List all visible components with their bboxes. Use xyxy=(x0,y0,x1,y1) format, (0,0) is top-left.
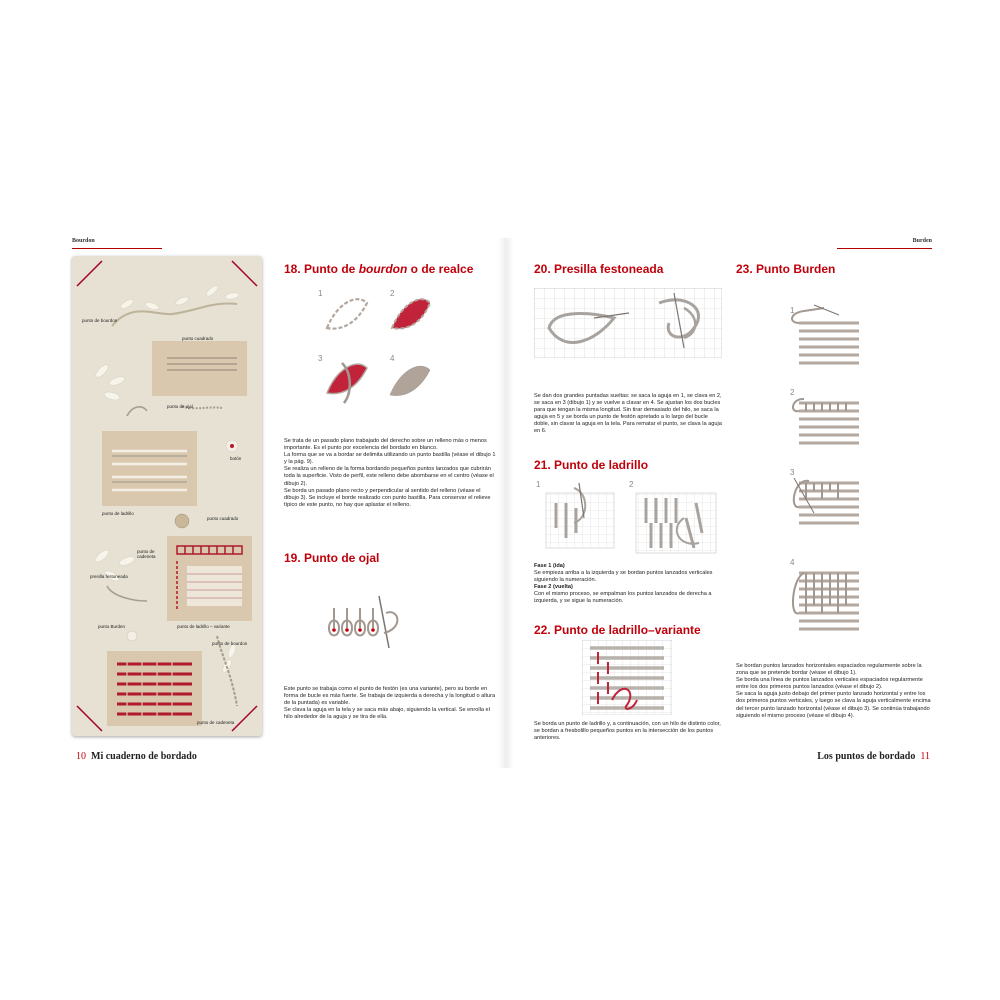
right-page xyxy=(514,238,938,768)
section-23-text: Se bordan puntos lanzados horizontales espaciados regularmente sobre la zona que se pretende bordar (véase el dibujo 1). Se borda una línea de puntos lanzados verticales espaciados regularmente entre los dos primeros puntos lanzados (véase el dibujo 2). Se saca la aguja justo debajo del primer punto lanzado horizontal y entre los dos primeros puntos verticales, y luego se clava la aguja verticalmente encima del tercer punto lanzado horizontal (véase el dibujo 3). Se continúa trabajando siguiendo el mismo proceso (véase el dibujo 4). xyxy=(736,663,931,719)
fase1-label: Fase 1 (ida) xyxy=(534,563,565,569)
sampler-photo xyxy=(72,256,262,736)
book-spine xyxy=(498,238,514,768)
diagram-21-label-1: 1 xyxy=(536,480,541,489)
diagram-18-label-2: 2 xyxy=(390,289,395,298)
footer-left xyxy=(76,751,197,762)
section-22-text: Se borda un punto de ladrillo y, a continuación, con un hilo de distinto color, se bordan a fresbolillo pequeños puntos en la intersección de los puntos anteriores. xyxy=(534,721,721,742)
page-number-left: 10 xyxy=(76,751,86,762)
photo-label-ojal: punto de ojal xyxy=(167,404,193,409)
section-23-title: 23. Punto Burden xyxy=(736,262,836,276)
diagram-23-label-2: 2 xyxy=(790,388,795,397)
running-head-right: Burden xyxy=(912,238,932,244)
section-19-title: 19. Punto de ojal xyxy=(284,551,380,565)
section-21-diagram xyxy=(534,478,724,558)
diagram-23-label-1: 1 xyxy=(790,306,795,315)
section-18-text: Se trata de un pasado plano trabajado del derecho sobre un relleno más o menos importante. Es el punto por excelencia del bordado en blanco. La forma que se va a bordar se delimita utilizando un punto bastilla (véase el dibujo 1 y la pág. 9). Se realiza un relleno de la forma bordando pequeños puntos lanzados que cubrirán toda la superficie. Visto de perfil, este relleno debe abombarse en el centro (véase el dibujo 2). Se borda un pasado plano recto y perpendicular al sentido del relleno (véase el dibujo 3). Se incluye el borde realizado con punto bastilla. Para conservar el relieve típico de este punto, no hay que aplastar el relleno. xyxy=(284,438,496,508)
diagram-23-label-4: 4 xyxy=(790,558,795,567)
photo-label-burden: punto Burden xyxy=(98,624,126,629)
section-20-title: 20. Presilla festoneada xyxy=(534,262,664,276)
section-21-title: 21. Punto de ladrillo xyxy=(534,458,649,472)
header-rule-left xyxy=(72,248,162,249)
diagram-18-label-1: 1 xyxy=(318,289,323,298)
photo-label-presilla: presilla festoneada xyxy=(90,574,128,579)
left-page xyxy=(62,238,498,768)
fase1-text: Se empieza arriba a la izquierda y se bordan puntos lanzados verticales siguiendo la numeración. xyxy=(534,570,713,584)
fase2-text: Con el mismo proceso, se empalman los puntos lanzados de derecha a izquierda, y se sigue la numeración. xyxy=(534,591,712,605)
fase2-label: Fase 2 (vuelta) xyxy=(534,584,573,591)
section-20-text: Se dan dos grandes puntadas sueltas: se saca la aguja en 1, se clava en 2, se saca en 3 (dibujo 1) y se vuelve a clavar en 4. Se ajustan los dos bucles para que tengan la misma longitud. Sin tirar demasiado del hilo, se saca la aguja en 5 y se borda un punto de festón apretado a lo largo del bucle doble, sin clavar la aguja en la tela. Para rematar el punto, se clava la aguja en 6. xyxy=(534,393,722,435)
diagram-23-label-3: 3 xyxy=(790,468,795,477)
running-head-left: Bourdon xyxy=(72,238,95,244)
header-rule-right xyxy=(837,248,932,249)
section-20-diagram xyxy=(534,288,722,358)
photo-label-cadeneta-2: punto de cadeneta xyxy=(197,720,235,725)
photo-label-ladrillo: punto de ladrillo xyxy=(102,511,134,516)
section-22-diagram xyxy=(582,640,672,715)
footer-title-right: Los puntos de bordado xyxy=(817,751,916,762)
section-18-diagram xyxy=(312,283,432,413)
footer-title-left: Mi cuaderno de bordado xyxy=(91,751,197,762)
footer-right xyxy=(817,751,930,762)
photo-label-ladrillo-variante: punto de ladrillo – variante xyxy=(177,624,230,629)
diagram-18-label-4: 4 xyxy=(390,354,395,363)
photo-label-cadeneta: punto de cadeneta xyxy=(137,549,156,559)
section-21-text xyxy=(534,563,724,606)
photo-label-boton: botón xyxy=(230,456,242,461)
photo-label-bourdon-2: punto de bourdon xyxy=(212,641,248,646)
photo-label-cuadrado-mid: punto cuadrado xyxy=(207,516,239,521)
section-22-title: 22. Punto de ladrillo–variante xyxy=(534,623,701,637)
photo-label-bourdon: punto de bourdon xyxy=(82,318,118,323)
diagram-18-label-3: 3 xyxy=(318,354,323,363)
diagram-21-label-2: 2 xyxy=(629,480,634,489)
section-23-diagram xyxy=(784,303,864,648)
page-number-right: 11 xyxy=(920,751,930,762)
section-18-title: 18. Punto de bourdon o de realce xyxy=(284,262,474,276)
section-19-text: Este punto se trabaja como el punto de festón (es una variante), pero su borde en forma de bucle es más fuerte. Se trabaja de izquierda a derecha y la longitud o altura de la puntada) es variable. Se clava la aguja en la tela y se saca más abajo, siguiendo la vertical. Se enrolla el hilo alrededor de la aguja y se tira de ella. xyxy=(284,686,496,721)
section-19-diagram xyxy=(324,588,404,663)
photo-label-cuadrado-top: punto cuadrado xyxy=(182,336,214,341)
